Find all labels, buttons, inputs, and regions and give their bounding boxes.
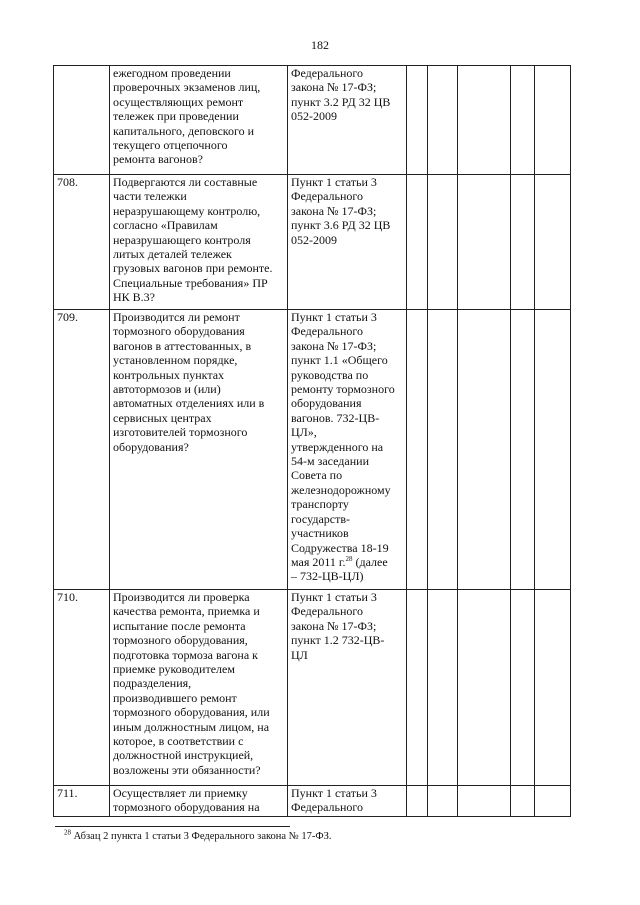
checklist-table xyxy=(53,65,571,817)
empty-cell xyxy=(428,175,458,310)
footnote-mark: 28 xyxy=(345,554,353,563)
reference-text-main: Пункт 1 статьи 3 Федерального закона № 17-ФЗ; пункт 1.1 «Общего руководства по ремонту тормозного оборудования вагонов. 732-ЦВ- ЦЛ», утвержденного на 54-м заседании Совета по железнодорожному транспорту государств- участников Содружества 18-19 мая 2011 г. xyxy=(291,310,395,569)
empty-cell xyxy=(428,590,458,786)
reference-cell xyxy=(288,175,407,310)
reference-text: Пункт 1 статьи 3 Федерального закона № 17-ФЗ; пункт 3.6 РД 32 ЦВ 052-2009 xyxy=(291,175,391,247)
empty-cell xyxy=(407,310,428,590)
empty-cell xyxy=(511,590,535,786)
question-cell xyxy=(110,310,288,590)
reference-text-tail: (далее – 732-ЦВ-ЦЛ) xyxy=(291,554,388,584)
footnote-divider xyxy=(55,826,290,827)
empty-cell xyxy=(535,175,571,310)
table-row xyxy=(54,310,571,590)
row-number: 710. xyxy=(54,590,110,786)
reference-text: Пункт 1 статьи 3 Федерального закона № 17-ФЗ; пункт 1.2 732-ЦВ- ЦЛ xyxy=(291,590,385,662)
question-text: Осуществляет ли приемку тормозного оборудования на xyxy=(113,786,260,815)
question-cell xyxy=(110,786,288,817)
footnote-mark: 28 xyxy=(64,828,71,837)
table-row xyxy=(54,786,571,817)
question-text: Производится ли ремонт тормозного оборудования вагонов в аттестованных, в установленном порядке, контрольных пунктах автотормозов и (или) автоматных отделениях или в сервисных центрах изготовителей тормозного оборудования? xyxy=(113,310,265,454)
question-text: ежегодном проведении проверочных экзаменов лиц, осуществляющих ремонт тележек при проведении капитального, деповского и текущего отцепочного ремонта вагонов? xyxy=(113,66,261,167)
table-row xyxy=(54,590,571,786)
reference-cell xyxy=(288,590,407,786)
question-text: Производится ли проверка качества ремонта, приемка и испытание после ремонта тормозного оборудования, подготовка тормоза вагона к приемке руководителем подразделения, производившего ремонт тормозного оборудования, или иным должностным лицом, на которое, в соответствии с должностной инструкцией, возложены эти обязанности? xyxy=(113,590,270,777)
empty-cell xyxy=(428,310,458,590)
empty-cell xyxy=(535,310,571,590)
empty-cell xyxy=(458,66,511,175)
row-number xyxy=(54,66,110,175)
empty-cell xyxy=(511,175,535,310)
empty-cell xyxy=(407,786,428,817)
row-number: 708. xyxy=(54,175,110,310)
table-row xyxy=(54,66,571,175)
empty-cell xyxy=(458,590,511,786)
question-cell xyxy=(110,175,288,310)
empty-cell xyxy=(535,786,571,817)
reference-cell xyxy=(288,66,407,175)
row-number: 711. xyxy=(54,786,110,817)
empty-cell xyxy=(428,66,458,175)
empty-cell xyxy=(511,66,535,175)
question-cell xyxy=(110,590,288,786)
reference-text: Пункт 1 статьи 3 Федерального xyxy=(291,786,377,815)
table-row xyxy=(54,175,571,310)
question-cell xyxy=(110,66,288,175)
row-number: 709. xyxy=(54,310,110,590)
page-number: 182 xyxy=(311,38,329,52)
question-text: Подвергаются ли составные части тележки неразрушающему контролю, согласно «Правилам неразрушающего контроля литых деталей тележек грузовых вагонов при ремонте. Специальные требования» ПР НК В.3? xyxy=(113,175,273,305)
reference-text: Федерального закона № 17-ФЗ; пункт 3.2 РД 32 ЦВ 052-2009 xyxy=(291,66,391,124)
reference-cell xyxy=(288,786,407,817)
empty-cell xyxy=(458,175,511,310)
footnote xyxy=(64,828,332,842)
empty-cell xyxy=(511,786,535,817)
empty-cell xyxy=(458,786,511,817)
reference-cell xyxy=(288,310,407,590)
empty-cell xyxy=(535,66,571,175)
empty-cell xyxy=(407,66,428,175)
empty-cell xyxy=(407,175,428,310)
empty-cell xyxy=(458,310,511,590)
empty-cell xyxy=(535,590,571,786)
empty-cell xyxy=(511,310,535,590)
reference-text xyxy=(291,310,403,584)
empty-cell xyxy=(407,590,428,786)
empty-cell xyxy=(428,786,458,817)
footnote-text: Абзац 2 пункта 1 статьи 3 Федерального закона № 17-ФЗ. xyxy=(71,831,332,842)
